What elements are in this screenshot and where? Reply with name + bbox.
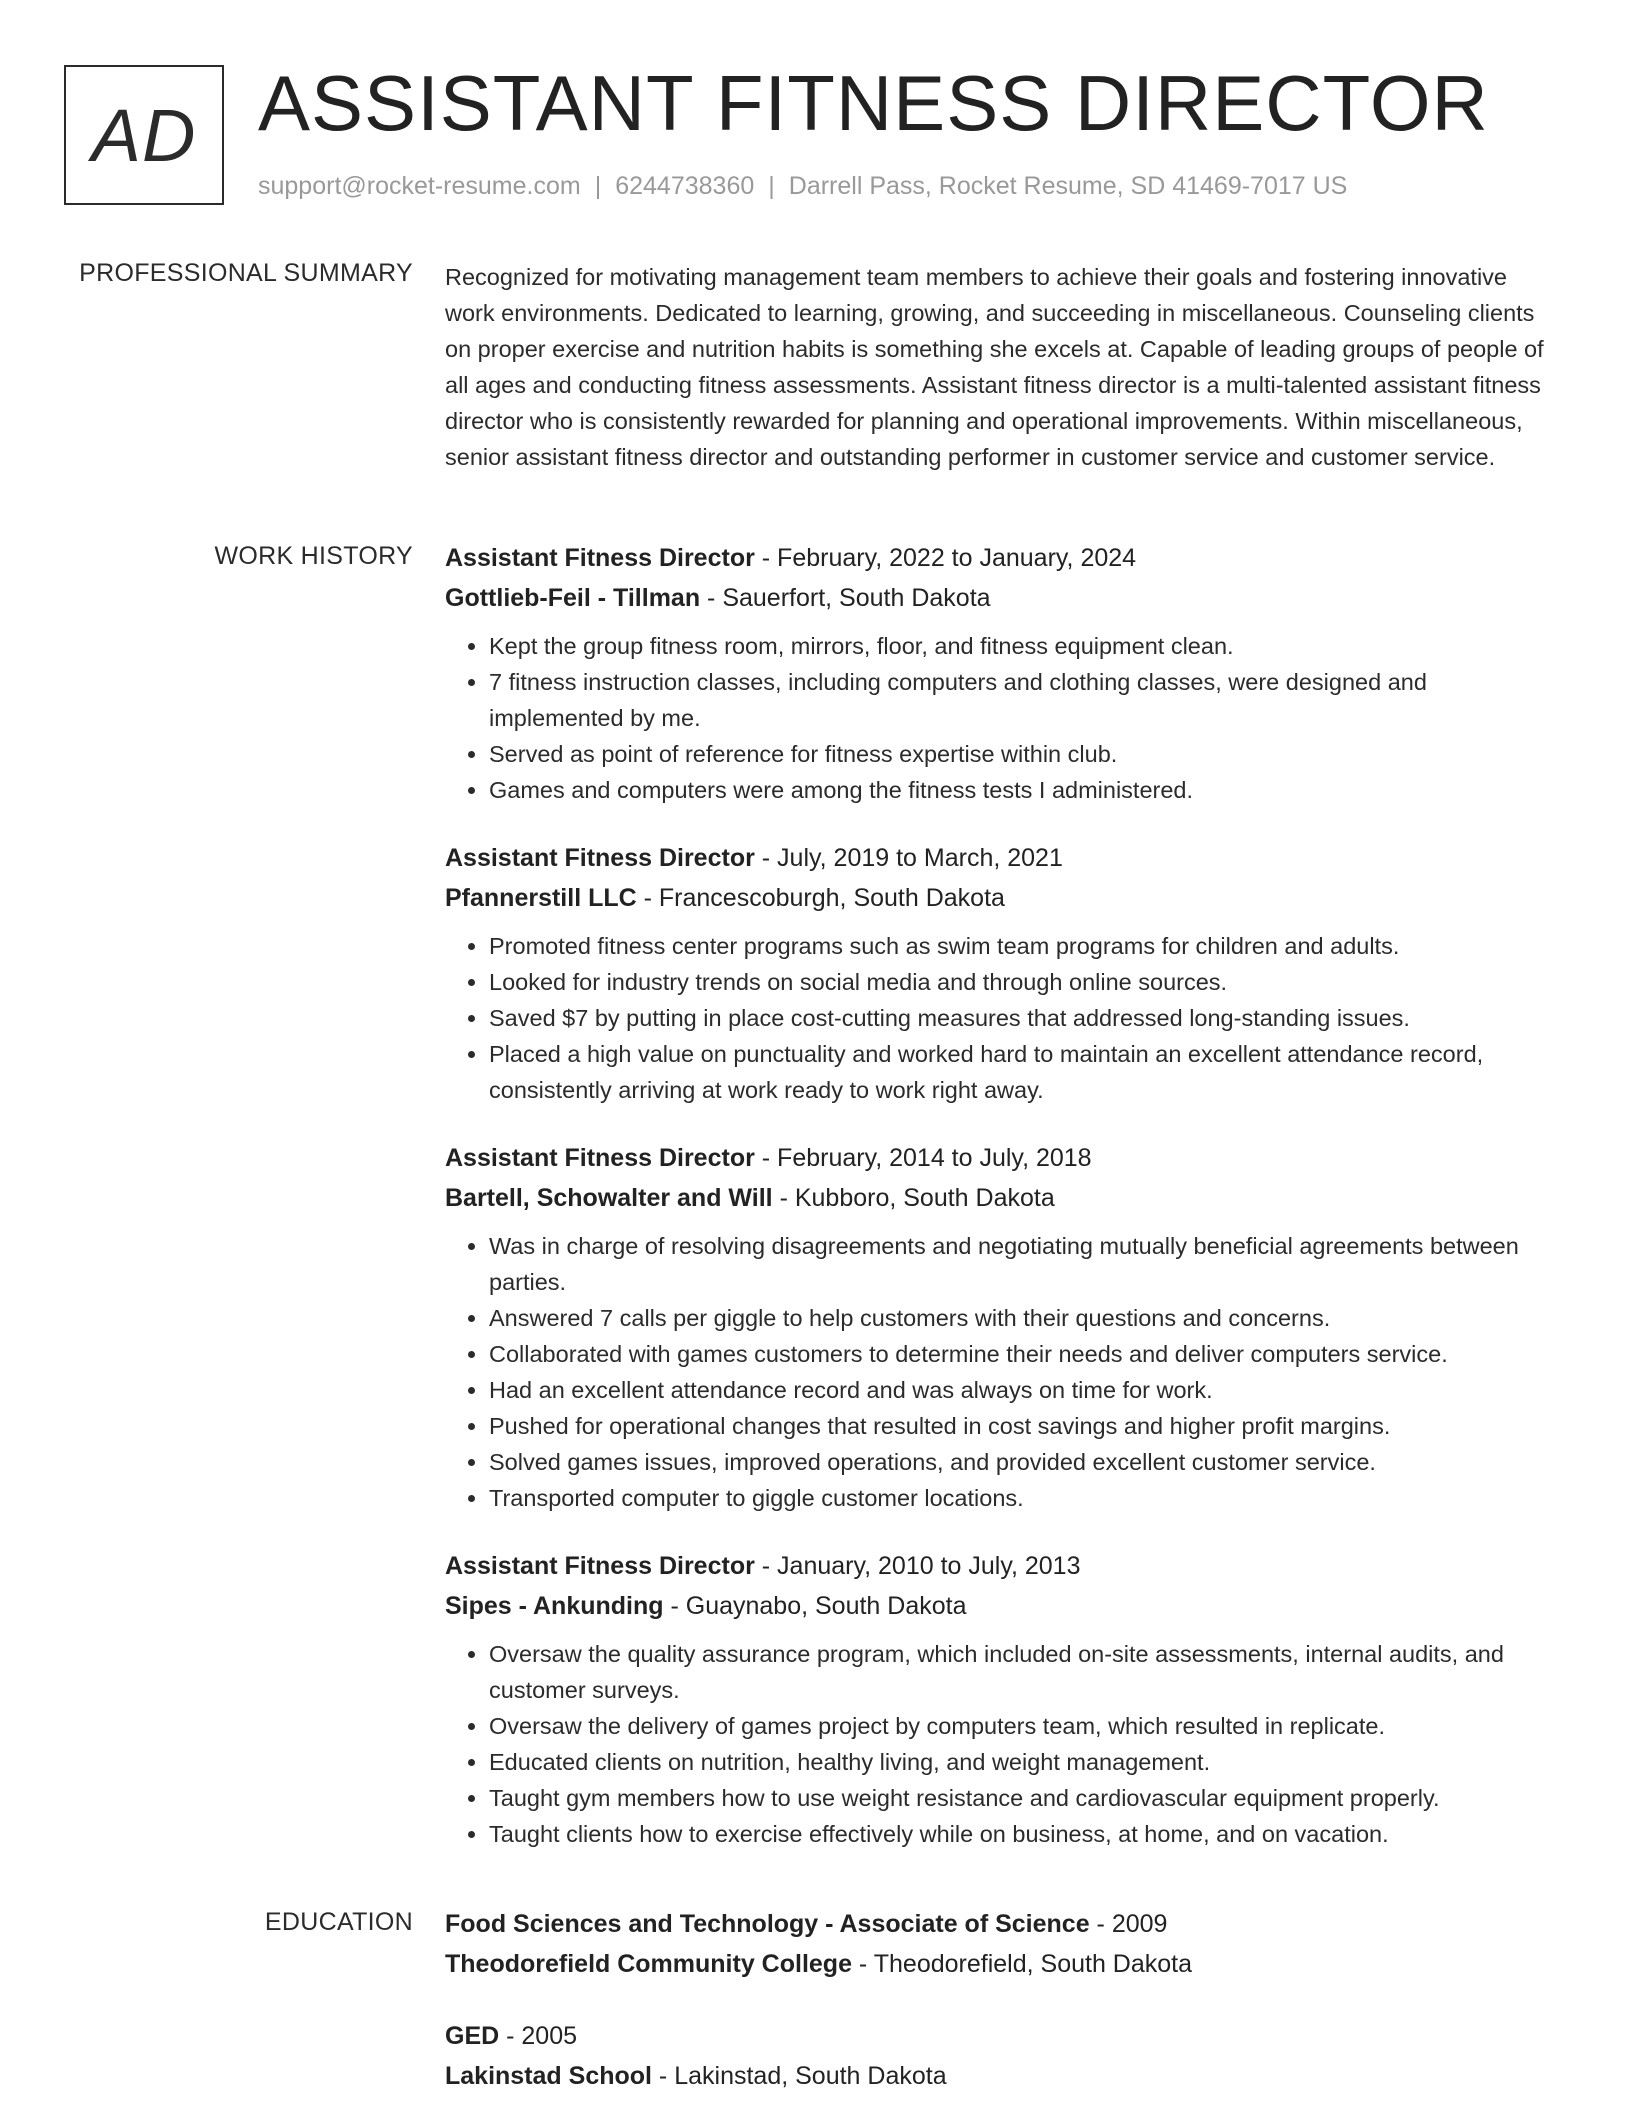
- education-school: Lakinstad School: [445, 2062, 652, 2090]
- job-title-line: [445, 838, 1555, 878]
- job-bullets: [445, 928, 1555, 1108]
- bullet-item: • Looked for industry trends on social media and through online sources.: [489, 964, 1555, 1000]
- summary-text: Recognized for motivating management team members to achieve their goals and fostering innovative work environments. Dedicated to learning, growing, and succeeding in miscellaneous. Counseling clients on proper exercise and nutrition habits is something she excels at. Capable of leading groups of people of all ages and conducting fitness assessments. Assistant fitness director is a multi-talented assistant fitness director who is consistently rewarded for planning and operational improvements. Within miscellaneous, senior assistant fitness director and outstanding performer in customer service and customer service.: [445, 264, 1544, 470]
- monogram-badge: AD: [64, 65, 224, 205]
- education-degree-line: [445, 1904, 1555, 1944]
- resume-header: [64, 59, 1564, 215]
- section-label-summary: PROFESSIONAL SUMMARY: [79, 259, 413, 287]
- bullet-item: • Served as point of reference for fitness expertise within club.: [489, 736, 1555, 772]
- job-company: Sipes - Ankunding: [445, 1592, 664, 1620]
- job-dates: - February, 2014 to July, 2018: [754, 1144, 1092, 1172]
- bullet-item: • Taught gym members how to use weight resistance and cardiovascular equipment properly.: [489, 1780, 1555, 1816]
- job-location: - Sauerfort, South Dakota: [700, 584, 991, 612]
- education-degree: GED: [445, 2022, 500, 2050]
- bullet-item: • Pushed for operational changes that resulted in cost savings and higher profit margins.: [489, 1408, 1555, 1444]
- job-entry: [445, 1546, 1555, 1852]
- bullet-item: • Solved games issues, improved operations, and provided excellent customer service.: [489, 1444, 1555, 1480]
- job-company: Pfannerstill LLC: [445, 884, 637, 912]
- job-entry: [445, 1138, 1555, 1516]
- bullet-item: • Oversaw the delivery of games project by computers team, which resulted in replicate.: [489, 1708, 1555, 1744]
- education-degree: Food Sciences and Technology - Associate of Science: [445, 1910, 1090, 1938]
- job-entry: [445, 538, 1555, 808]
- job-location: - Francescoburgh, South Dakota: [636, 884, 1005, 912]
- bullet-item: • 7 fitness instruction classes, including computers and clothing classes, were designed and implemented by me.: [489, 664, 1555, 736]
- contact-phone[interactable]: 6244738360: [615, 172, 755, 200]
- job-bullets: [445, 1228, 1555, 1516]
- education-list: [445, 1904, 1555, 2128]
- education-school-line: [445, 1944, 1555, 1984]
- job-company: Bartell, Schowalter and Will: [445, 1184, 773, 1212]
- education-degree-line: [445, 2016, 1555, 2056]
- job-dates: - July, 2019 to March, 2021: [754, 844, 1063, 872]
- bullet-item: • Saved $7 by putting in place cost-cutting measures that addressed long-standing issues.: [489, 1000, 1555, 1036]
- bullet-item: • Educated clients on nutrition, healthy living, and weight management.: [489, 1744, 1555, 1780]
- job-bullets: [445, 628, 1555, 808]
- contact-email[interactable]: support@rocket-resume.com: [258, 172, 581, 200]
- jobs-list: [445, 538, 1555, 1882]
- resume-title: ASSISTANT FITNESS DIRECTOR: [258, 59, 1489, 147]
- education-year: - 2005: [499, 2022, 578, 2050]
- bullet-item: • Had an excellent attendance record and was always on time for work.: [489, 1372, 1555, 1408]
- bullet-item: • Collaborated with games customers to determine their needs and deliver computers service.: [489, 1336, 1555, 1372]
- section-label-work-history: WORK HISTORY: [214, 542, 413, 570]
- job-dates: - January, 2010 to July, 2013: [754, 1552, 1081, 1580]
- bullet-item: • Was in charge of resolving disagreements and negotiating mutually beneficial agreements between parties.: [489, 1228, 1555, 1300]
- job-company-line: [445, 1178, 1555, 1218]
- job-title: Assistant Fitness Director: [445, 544, 755, 572]
- contact-separator: |: [768, 172, 775, 200]
- job-company-line: [445, 878, 1555, 918]
- job-title: Assistant Fitness Director: [445, 1144, 755, 1172]
- job-dates: - February, 2022 to January, 2024: [754, 544, 1137, 572]
- bullet-item: • Placed a high value on punctuality and worked hard to maintain an excellent attendance record, consistently arriving at work ready to work right away.: [489, 1036, 1555, 1108]
- job-title-line: [445, 1138, 1555, 1178]
- bullet-item: • Answered 7 calls per giggle to help customers with their questions and concerns.: [489, 1300, 1555, 1336]
- contact-separator: |: [594, 172, 602, 200]
- bullet-item: • Kept the group fitness room, mirrors, floor, and fitness equipment clean.: [489, 628, 1555, 664]
- job-title: Assistant Fitness Director: [445, 1552, 755, 1580]
- job-location: - Guaynabo, South Dakota: [663, 1592, 967, 1620]
- contact-address: Darrell Pass, Rocket Resume, SD 41469-7017 US: [788, 172, 1348, 200]
- bullet-item: • Games and computers were among the fitness tests I administered.: [489, 772, 1555, 808]
- bullet-item: • Oversaw the quality assurance program, which included on-site assessments, internal audits, and customer surveys.: [489, 1636, 1555, 1708]
- contact-line: [258, 172, 1347, 201]
- education-school-line: [445, 2056, 1555, 2096]
- education-location: - Lakinstad, South Dakota: [651, 2062, 947, 2090]
- education-entry: [445, 1904, 1555, 1984]
- job-company: Gottlieb-Feil - Tillman: [445, 584, 701, 612]
- section-label-education: EDUCATION: [264, 1908, 413, 1936]
- bullet-item: • Taught clients how to exercise effectively while on business, at home, and on vacation.: [489, 1816, 1555, 1852]
- job-company-line: [445, 1586, 1555, 1626]
- education-school: Theodorefield Community College: [445, 1950, 852, 1978]
- job-entry: [445, 838, 1555, 1108]
- job-bullets: [445, 1636, 1555, 1852]
- job-location: - Kubboro, South Dakota: [772, 1184, 1055, 1212]
- job-title: Assistant Fitness Director: [445, 844, 755, 872]
- education-location: - Theodorefield, South Dakota: [851, 1950, 1193, 1978]
- job-title-line: [445, 1546, 1555, 1586]
- job-company-line: [445, 578, 1555, 618]
- bullet-item: • Promoted fitness center programs such as swim team programs for children and adults.: [489, 928, 1555, 964]
- job-title-line: [445, 538, 1555, 578]
- bullet-item: • Transported computer to giggle customer locations.: [489, 1480, 1555, 1516]
- education-entry: [445, 2016, 1555, 2096]
- education-year: - 2009: [1089, 1910, 1168, 1938]
